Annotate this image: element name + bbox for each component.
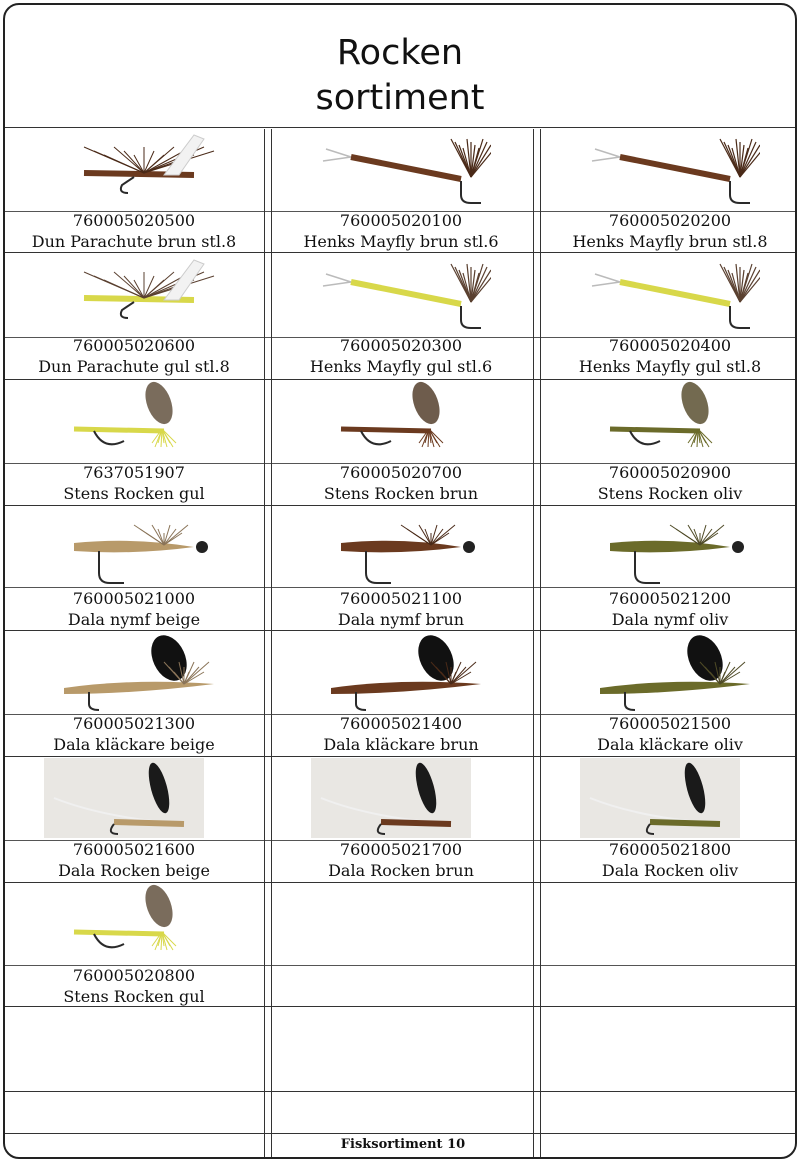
fly-image	[5, 254, 263, 334]
product-code: 760005020400	[608, 336, 732, 355]
catalog-page	[3, 3, 797, 1159]
product-code: 760005020600	[72, 336, 196, 355]
grid-rule	[5, 127, 795, 128]
product-name: Dun Parachute brun stl.8	[31, 232, 237, 251]
fly-image	[5, 129, 263, 209]
page-title	[5, 31, 795, 121]
grid-rule	[5, 630, 795, 631]
fly-image	[272, 758, 530, 838]
fly-image	[5, 884, 263, 964]
product-name: Dala Rocken beige	[58, 861, 210, 880]
product-name: Stens Rocken gul	[63, 484, 205, 503]
fly-image	[541, 129, 797, 209]
product-code: 760005021500	[608, 714, 732, 733]
fly-image	[272, 632, 530, 712]
fly-image	[541, 507, 797, 587]
page-footer: Fisksortiment 10	[340, 1137, 466, 1152]
grid-rule	[5, 1091, 795, 1092]
product-name: Dala nymf beige	[67, 610, 201, 629]
product-name: Henks Mayfly brun stl.6	[303, 232, 499, 251]
product-name: Dala nymf brun	[337, 610, 465, 629]
product-code: 760005021600	[72, 840, 196, 859]
product-code: 760005020100	[339, 211, 463, 230]
product-name: Stens Rocken oliv	[597, 484, 743, 503]
grid-rule	[5, 587, 795, 588]
product-code: 760005021000	[72, 589, 196, 608]
title-line-1: Rocken	[336, 33, 464, 73]
product-code: 760005020800	[72, 966, 196, 985]
product-code: 760005020900	[608, 463, 732, 482]
fly-image	[5, 507, 263, 587]
product-name: Dala Rocken oliv	[601, 861, 739, 880]
product-code: 760005020500	[72, 211, 196, 230]
product-name: Henks Mayfly gul stl.6	[309, 357, 493, 376]
product-name: Dala Rocken brun	[328, 861, 474, 880]
product-code: 760005020700	[339, 463, 463, 482]
grid-rule	[5, 505, 795, 506]
fly-image	[541, 758, 797, 838]
product-code: 7637051907	[83, 463, 185, 482]
product-code: 760005021700	[339, 840, 463, 859]
fly-image	[272, 129, 530, 209]
product-code: 760005021400	[339, 714, 463, 733]
product-name: Dala kläckare beige	[53, 735, 215, 754]
product-code: 760005020300	[339, 336, 463, 355]
product-name: Dun Parachute gul stl.8	[38, 357, 230, 376]
product-code: 760005021300	[72, 714, 196, 733]
grid-rule	[5, 252, 795, 253]
product-name: Dala kläckare brun	[323, 735, 479, 754]
product-name: Henks Mayfly brun stl.8	[572, 232, 768, 251]
fly-image	[541, 632, 797, 712]
product-name: Stens Rocken gul	[63, 987, 205, 1006]
title-line-2: sortiment	[315, 78, 485, 118]
grid-rule	[5, 882, 795, 883]
product-code: 760005021200	[608, 589, 732, 608]
fly-image	[272, 381, 530, 461]
fly-image	[5, 758, 263, 838]
grid-rule	[5, 379, 795, 380]
product-code: 760005020200	[608, 211, 732, 230]
fly-image	[5, 381, 263, 461]
fly-image	[5, 632, 263, 712]
product-code: 760005021800	[608, 840, 732, 859]
fly-image	[541, 254, 797, 334]
product-name: Dala nymf oliv	[611, 610, 729, 629]
fly-image	[272, 507, 530, 587]
product-name: Henks Mayfly gul stl.8	[578, 357, 762, 376]
product-name: Dala kläckare oliv	[597, 735, 743, 754]
product-code: 760005021100	[339, 589, 463, 608]
grid-rule	[5, 756, 795, 757]
column-rule	[533, 129, 534, 1157]
fly-image	[541, 381, 797, 461]
product-name: Stens Rocken brun	[323, 484, 479, 503]
fly-image	[272, 254, 530, 334]
column-rule	[264, 129, 265, 1157]
